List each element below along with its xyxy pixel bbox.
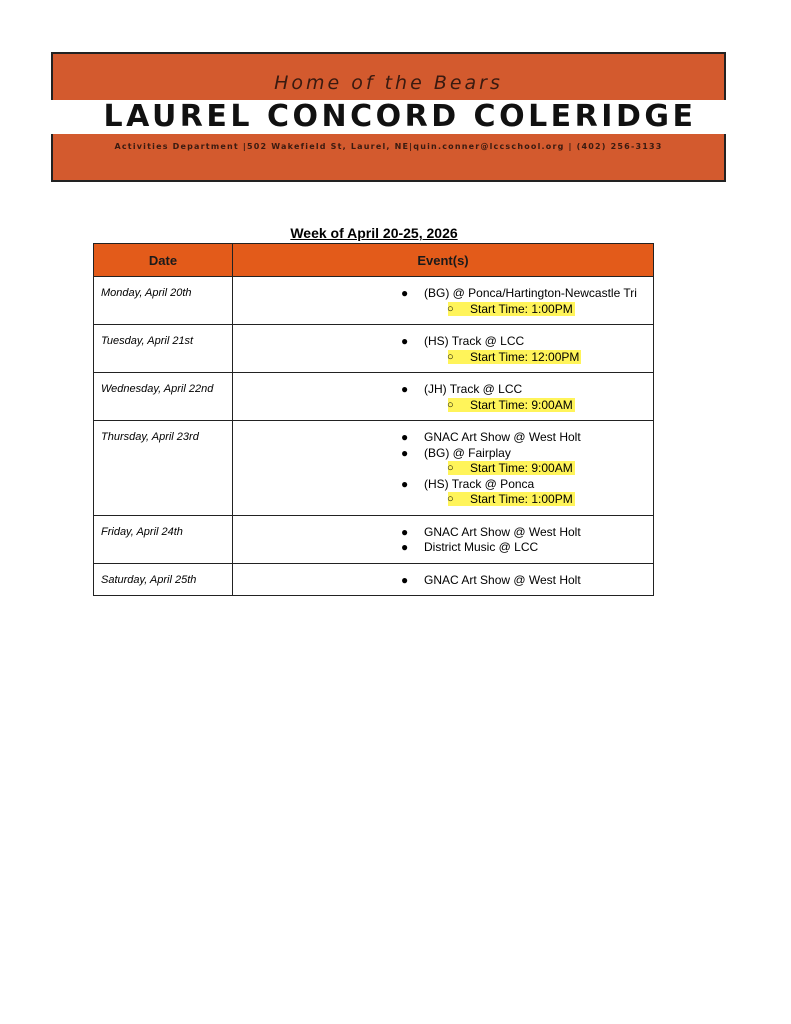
start-time-item (233, 350, 653, 366)
date-cell: Friday, April 24th (94, 515, 233, 563)
table-header-row (94, 244, 654, 277)
bullet-icon: ● (401, 476, 409, 491)
start-time-label: Start Time: 1:00PM (448, 302, 575, 316)
events-column-header: Event(s) (233, 244, 654, 277)
event-label: (BG) @ Fairplay (424, 445, 511, 460)
table-row (94, 515, 654, 563)
sub-bullet-icon: ○ (447, 350, 454, 363)
event-item (233, 477, 653, 493)
event-label: District Music @ LCC (424, 540, 539, 554)
date-cell: Monday, April 20th (94, 277, 233, 325)
start-time-label: Start Time: 9:00AM (448, 461, 575, 475)
start-time-label: Start Time: 12:00PM (448, 350, 581, 364)
table-row (94, 421, 654, 516)
event-item (233, 525, 653, 541)
date-column-header: Date (94, 244, 233, 277)
start-time-item (233, 461, 653, 477)
events-cell (233, 563, 654, 596)
event-item (233, 430, 653, 446)
banner-tagline: Home of the Bears (274, 72, 503, 94)
events-cell (233, 373, 654, 421)
bullet-icon: ● (401, 334, 409, 348)
schedule-body (94, 277, 654, 596)
date-cell: Saturday, April 25th (94, 563, 233, 596)
events-cell (233, 277, 654, 325)
start-time-item (233, 398, 653, 414)
sub-bullet-icon: ○ (447, 493, 454, 505)
date-cell: Thursday, April 23rd (94, 421, 233, 516)
sub-bullet-icon: ○ (447, 398, 454, 411)
bullet-icon: ● (401, 540, 409, 554)
table-row (94, 277, 654, 325)
start-time-label: Start Time: 1:00PM (448, 492, 575, 506)
event-label: (BG) @ Ponca/Hartington-Newcastle Tri (424, 286, 637, 300)
event-label: GNAC Art Show @ West Holt (424, 524, 581, 539)
event-item (233, 446, 653, 462)
start-time-label: Start Time: 9:00AM (448, 398, 575, 412)
date-cell: Tuesday, April 21st (94, 325, 233, 373)
event-item (233, 540, 653, 556)
bullet-icon: ● (401, 445, 409, 460)
event-item (233, 286, 653, 302)
event-label: GNAC Art Show @ West Holt (424, 430, 581, 444)
school-name-title: LAUREL CONCORD COLERIDGE (103, 99, 697, 134)
start-time-item (233, 302, 653, 318)
event-label: GNAC Art Show @ West Holt (424, 572, 581, 587)
bullet-icon: ● (401, 382, 409, 396)
events-cell (233, 515, 654, 563)
banner-contact-line: Activities Department |502 Wakefield St, Laurel, NE|quin.conner@lccschool.org | (402) 256-3133 (114, 142, 663, 151)
start-time-item (233, 492, 653, 508)
sub-bullet-icon: ○ (447, 462, 454, 474)
bullet-icon: ● (401, 430, 409, 444)
event-label: (HS) Track @ Ponca (424, 476, 535, 491)
event-label: (HS) Track @ LCC (424, 334, 525, 348)
events-cell (233, 421, 654, 516)
event-item (233, 334, 653, 350)
date-cell: Wednesday, April 22nd (94, 373, 233, 421)
bullet-icon: ● (401, 572, 409, 587)
table-row (94, 325, 654, 373)
schedule-table (93, 243, 654, 596)
events-cell (233, 325, 654, 373)
sub-bullet-icon: ○ (447, 302, 454, 315)
event-item (233, 382, 653, 398)
table-row (94, 563, 654, 596)
event-label: (JH) Track @ LCC (424, 382, 523, 396)
event-item (233, 573, 653, 589)
bullet-icon: ● (401, 286, 409, 300)
bullet-icon: ● (401, 524, 409, 539)
table-row (94, 373, 654, 421)
week-heading: Week of April 20-25, 2026 (290, 225, 458, 241)
